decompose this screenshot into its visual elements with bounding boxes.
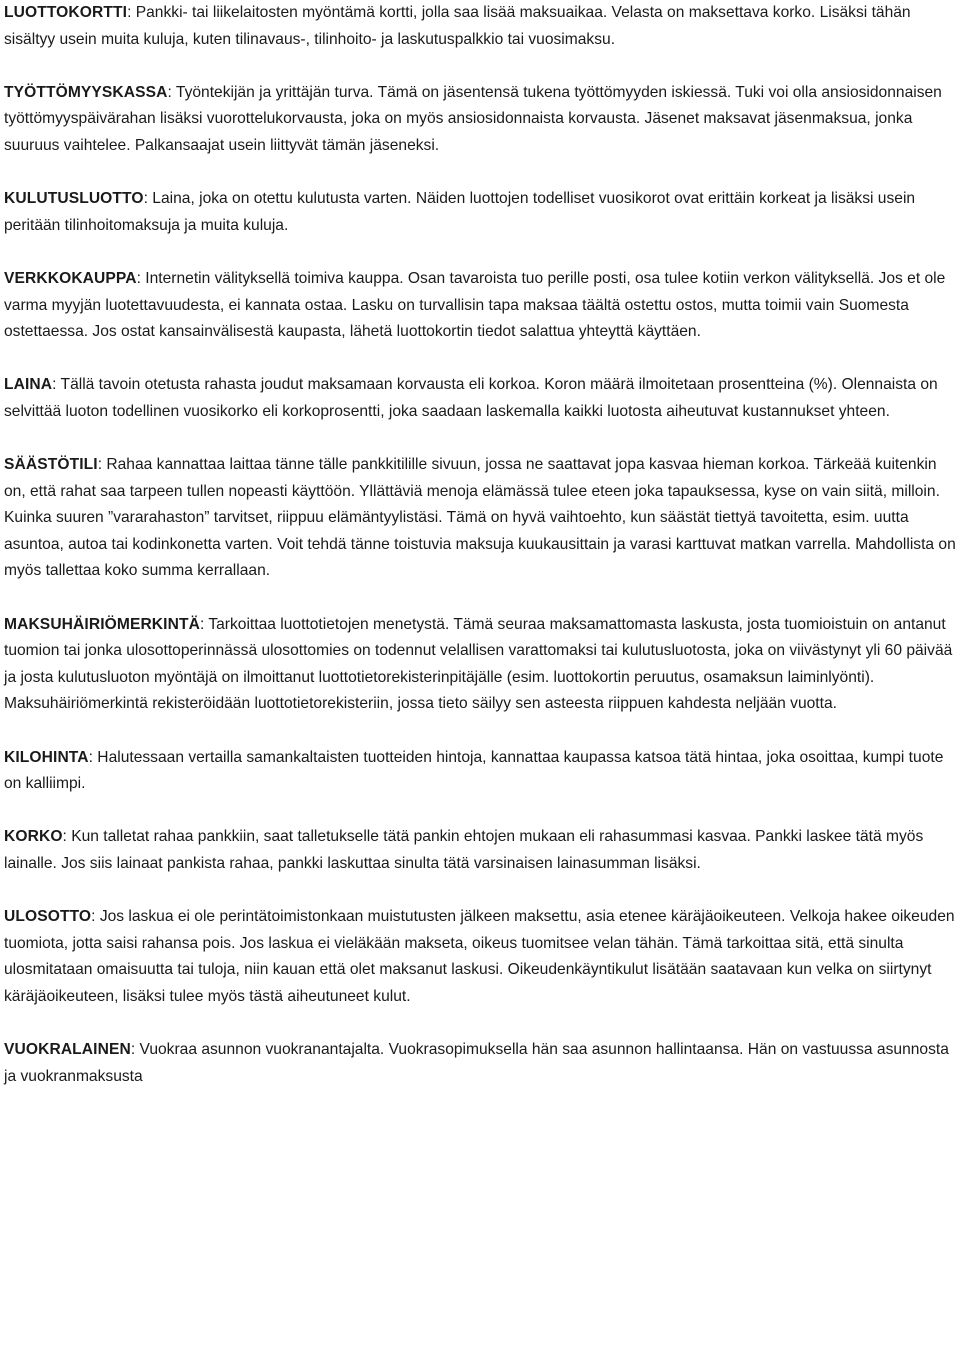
glossary-term: VUOKRALAINEN (4, 1041, 131, 1059)
glossary-definition: : Vuokraa asunnon vuokranantajalta. Vuokrasopimuksella hän saa asunnon hallintaansa. Hän on vastuussa asunnosta ja vuokranmaksusta (4, 1041, 949, 1085)
glossary-entry-tyottomyyskassa (4, 80, 956, 160)
glossary-entry-kilohinta (4, 745, 956, 798)
glossary-term: TYÖTTÖMYYSKASSA (4, 83, 168, 101)
glossary-entry-kulutusluotto (4, 186, 956, 239)
glossary-definition: : Tarkoittaa luottotietojen menetystä. Tämä seuraa maksamattomasta laskusta, josta tuomioistuin on antanut tuomion tai jonka ulosottoperinnässä ulosottomies on todennut velallisen varattomaksi tai kulutusluotosta, joka on viivästynyt yli 60 päivää ja josta kulutusluoton myöntäjä on ilmoittanut luottotietorekisterinpitäjälle (esim. luottokortin peruutus, osamaksun laiminlyönti). Maksuhäiriömerkintä rekisteröidään luottotietorekisteriin, jossa tieto säilyy sen asteesta riippuen kahdesta neljään vuotta. (4, 615, 953, 713)
glossary-term: VERKKOKAUPPA (4, 269, 137, 287)
glossary-term: KILOHINTA (4, 748, 89, 766)
glossary-term: KULUTUSLUOTTO (4, 190, 144, 208)
glossary-entry-korko (4, 824, 956, 877)
glossary-definition: : Työntekijän ja yrittäjän turva. Tämä on jäsentensä tukena työttömyyden iskiessä. Tuki voi olla ansiosidonnaisen työttömyyspäivärahan lisäksi vuorottelukorvausta, joka on myös ansiosidonnaista korvausta. Jäsenet maksavat jäsenmaksua, jonka suuruus vaihtelee. Palkansaajat usein liittyvät tämän jäseneksi. (4, 83, 942, 154)
glossary-term: LUOTTOKORTTI (4, 4, 128, 21)
glossary-definition: : Laina, joka on otettu kulutusta varten. Näiden luottojen todelliset vuosikorot ovat erittäin korkeat ja lisäksi usein peritään tilinhoitomaksuja ja muita kuluja. (4, 190, 916, 234)
glossary-term: ULOSOTTO (4, 908, 92, 926)
glossary-entry-ulosotto (4, 904, 956, 1010)
glossary-term: LAINA (4, 376, 53, 394)
glossary-entry-maksuhairiomerkinta (4, 612, 956, 718)
glossary-entry-laina (4, 372, 956, 425)
glossary-definition: : Jos laskua ei ole perintätoimistonkaan muistutusten jälkeen maksettu, asia etenee käräjäoikeuteen. Velkoja hakee oikeuden tuomiota, jotta saisi rahansa pois. Jos laskua ei vieläkään makseta, oikeus tuomitsee velan tähän. Tämä tarkoittaa sitä, että sinulta ulosmitataan omaisuutta tai tuloja, niin kauan että olet maksanut laskusi. Oikeudenkäyntikulut lisätään saatavaan kun velka on siirtynyt käräjäoikeuteen, lisäksi tulee myös tästä aiheutuneet kulut. (4, 908, 955, 1005)
glossary-definition: : Rahaa kannattaa laittaa tänne tälle pankkitilille sivuun, jossa ne saattavat jopa kasvaa hieman korkoa. Tärkeää kuitenkin on, että rahat saa tarpeen tullen nopeasti käyttöön. Yllättäviä menoja elämässä tulee eteen joka tapauksessa, kyse on vain siitä, milloin. Kuinka suuren ”vararahaston” tarvitset, riippuu elämäntyylistäsi. Tämä on hyvä vaihtoehto, kun säästät tiettyä tavoitetta, esim. uutta asuntoa, autoa tai kodinkonetta varten. Voit tehdä tänne toistuvia maksuja kuukausittain ja varasi karttuvat matkan varrella. Mahdollista on myös tallettaa koko summa kerrallaan. (4, 456, 956, 580)
glossary-definition: : Pankki- tai liikelaitosten myöntämä kortti, jolla saa lisää maksuaikaa. Velasta on maksettava korko. Lisäksi tähän sisältyy usein muita kuluja, kuten tilinavaus-, tilinhoito- ja laskutuspalkkio tai vuosimaksu. (4, 4, 911, 48)
glossary-definition: : Internetin välityksellä toimiva kauppa. Osan tavaroista tuo perille posti, osa tulee kotiin verkon välityksellä. Jos et ole varma myyjän luotettavuudesta, ei kannata ostaa. Lasku on turvallisin tapa maksaa täältä ostettu ostos, mutta toimii vain Suomesta ostettaessa. Jos ostat kansainvälisestä kaupasta, lähetä luottokortin tiedot salattua yhteyttä käyttäen. (4, 269, 946, 341)
glossary-term: MAKSUHÄIRIÖMERKINTÄ (4, 615, 200, 633)
glossary-entry-vuokralainen (4, 1037, 956, 1090)
glossary-entry-verkkokauppa (4, 266, 956, 346)
glossary-entry-saastotili (4, 452, 956, 585)
glossary-definition: : Kun talletat rahaa pankkiin, saat talletukselle tätä pankin ehtojen mukaan eli rahasummasi kasvaa. Pankki laskee tätä myös lainalle. Jos siis lainaat pankista rahaa, pankki laskuttaa sinulta tätä varsinaisen lainasumman lisäksi. (4, 828, 924, 872)
glossary-definition: : Tällä tavoin otetusta rahasta joudut maksamaan korvausta eli korkoa. Koron määrä ilmoitetaan prosentteina (%). Olennaista on selvittää luoton todellinen vuosikorko eli korkoprosentti, joka saadaan laskemalla kaikki luotosta aiheutuvat kustannukset yhteen. (4, 376, 938, 420)
glossary-entry-luottokortti (4, 0, 956, 53)
glossary-term: SÄÄSTÖTILI (4, 456, 98, 474)
glossary-definition: : Halutessaan vertailla samankaltaisten tuotteiden hintoja, kannattaa kaupassa katsoa tätä hintaa, joka osoittaa, kumpi tuote on kalliimpi. (4, 748, 944, 793)
glossary-term: KORKO (4, 828, 63, 846)
